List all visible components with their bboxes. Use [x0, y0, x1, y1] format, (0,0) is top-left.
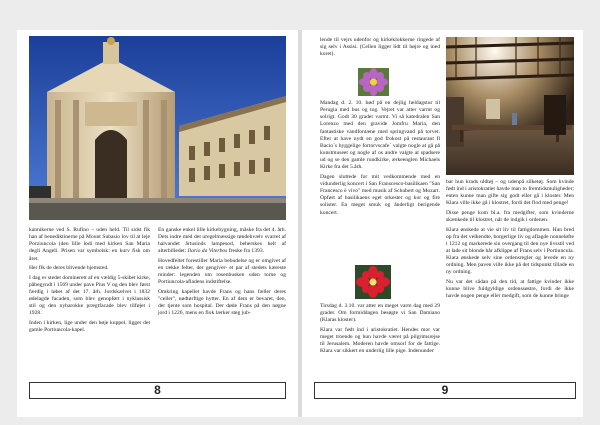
paragraph: Omkring kapellet havde Frans og hans fæller deres "celler", nødtørftige hytter. En af dem er bevaret, den, der tjente som hospital. Der døde Frans på den nøgne jord i 1226, mens en flok lærker steg jub-	[158, 288, 286, 317]
paragraph: Inden i kirken, lige under den høje kuppel, ligger det gamle Portiuncola-kapel.	[29, 319, 150, 333]
red-flower-photo	[355, 265, 391, 299]
paragraph: Dagen sluttede for mit vedkommende med en vidunderlig koncert i San Franscesco-basilikaen "San Francesco è vivo" med musik af Schubert og Mozart. Opført af basilikaens eget orkester og kor og fire solister. En meget smuk og ånderligt berigende koncert.	[320, 173, 440, 216]
purple-flower-photo	[358, 68, 389, 96]
paragraph: Nu var det sådan på den tid, at fattige kvinder ikke kunne blive fuldgyldige ordenssøstre, fordi de ikke havde nogen penge eller medgift, som de kunne bringe	[446, 278, 574, 300]
paragraph	[158, 227, 286, 256]
basilica-facade-photo	[29, 36, 286, 220]
paragraph-text: En ganske enkel lille kirkebygning, måske fra det 4. årh. Dets indre med det uregelmæssige tøndehvælv svarret af halvandet årtusinds lampesod, beherskes helt af alterbilledet:	[158, 227, 286, 255]
artist-name: Ilario da Viterbos	[187, 248, 228, 255]
paragraph: Her flk de deres blivende hjemsted.	[29, 265, 109, 272]
paragraph: bar hun krads uldtøj – og udenpå silketøj. Som kvinde født ind i aristokratiet havde man to fremtidsmuligheder; enten kunne man gifte sig godt eller gå i kloster. Men Klara ville ikke gå i klostret, fordi det flod med penge!	[446, 179, 574, 207]
page-number: 8	[154, 383, 161, 397]
text-column-2	[446, 179, 574, 303]
paragraph: Tirsdag d. 3.10. var atter en meget varm dag med 29 grader. Om formiddagen besøgte vi San Damiano (Klaras kloster).	[320, 303, 440, 324]
convent-refectory-photo	[446, 37, 574, 175]
paragraph: kannikerne ved S. Rufino – uden held. Til sidst fik han af benediktinerne på Mount Subasio lov til at leje Porziuncola (den lille lodi med kirken San Maria degli Angeli. Prisen var symbolsk: en kurv fisk om året.	[29, 227, 150, 262]
text-column-1	[320, 37, 440, 61]
text-column-1-bottom	[320, 303, 440, 358]
paragraph: Mandag d. 2. 10. bød på en dejlig heldagstur til Perugia med bus og tog. Vejret var atter varmt og solrigt. Godt 30 grader varmt. Vi så katedralen San Lorenzo med den gravide Jomfru Maria, den fantastiske vandfontæne med springvand på torvet. Efter at have nydt en god frokost på restaurant Il Bacio´s hyggelige fortorvscafe` valgte nogle at gå på kunstmuseet og nogle af os andre valgte at spadsere ud og se den gamle rundkirke, ærkeenglen Michaels Kirke fra det 5.årh.	[320, 100, 440, 171]
right-page	[302, 30, 583, 417]
paragraph-text: freske fra 1393.	[227, 248, 265, 255]
left-page	[17, 30, 298, 417]
paragraph: Disse penge kom bl.a. fra medgifter, som kvinderne skænkede til klostret, når de indgik i ordenen.	[446, 209, 574, 224]
paragraph: Hovedfeltet forestiller Maria bebudelse og er omgivet af en række felter, der gengiver- et par af stedets kæreste minder: legenden om rosenbusken uden torne og Portiuncola-afladens indstiftelse.	[158, 257, 286, 286]
paragraph: lende til vejrs udenfor og kirkeklokkerne ringede af sig selv i Assisi. (Cellen ligger lidt til højre og ined koret).	[320, 37, 440, 58]
page-number: 9	[441, 383, 449, 397]
page-number-box	[29, 382, 286, 399]
page-number-box	[314, 382, 576, 399]
text-column-2	[158, 227, 286, 320]
paragraph: Klara ønskede at vie sit liv til fattigdommen. Han bred op fra det velkendte, borgerlige liv og aflagde nonneløfte i 1212 og markerede sin overgang til den nye livsstil ved at lade sit blonde hår afklippe af Frans selv i Portiuncula. Klara ønskede selv sine ordensregler og levede en ny ordning. Men paven ville ikke på det tidspunkt tillade en ny ordning.	[446, 226, 574, 276]
text-column-1-middle	[320, 100, 440, 219]
paragraph: I dag er stedet dominerett af en vældig 5-skibet kirke, påbegyndt i 1569 under pave Pius V og den blev først færdig i løbet af det 17. årh. Jordskælvet i 1832 ødelagde facaden, som blev genopført i nyklassisk stil og den nybarokke prægtfacade blev tilføjet i 1928.	[29, 274, 150, 317]
text-column-1	[29, 227, 150, 336]
paragraph: Klara var født ind i aristokratiet. Hendes mor var meget troende og hun havde været på pilgrimsrejse til Jerusalem. Moderen havde omsorl for de fattige. Klara var sikkert en underlig lille pige. Indenunder	[320, 326, 440, 355]
